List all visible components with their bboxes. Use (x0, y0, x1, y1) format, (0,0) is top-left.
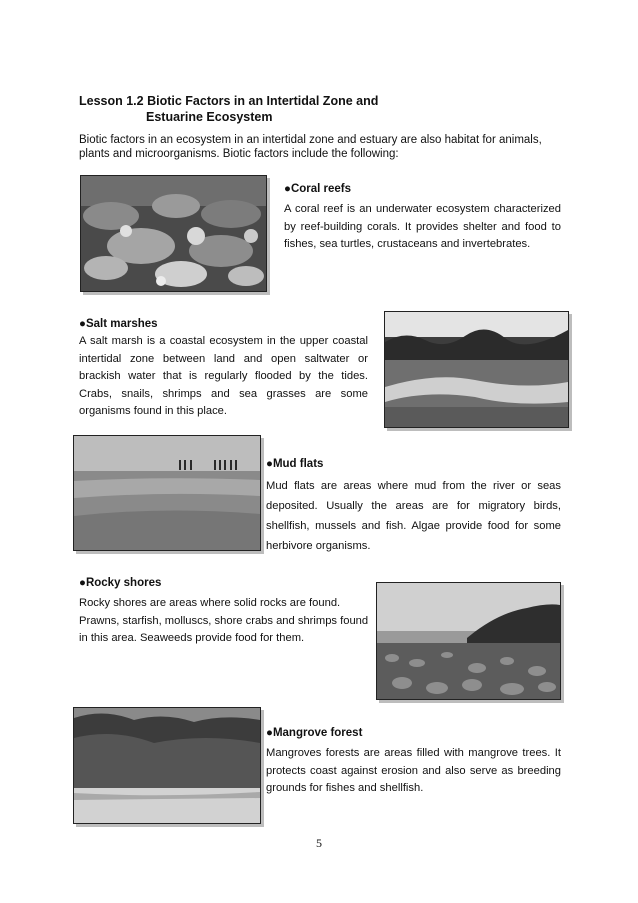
lesson-title-line2: Estuarine Ecosystem (146, 110, 273, 124)
mud-flats-photo (73, 435, 261, 551)
rocky-shores-photo (376, 582, 561, 700)
page-number: 5 (316, 836, 322, 850)
lesson-title-line1: Lesson 1.2 Biotic Factors in an Intertidal Zone and (79, 94, 379, 108)
salt-marshes-body: A salt marsh is a coastal ecosystem in the upper coastal intertidal zone between land and open saltwater or brackish water that is regularly flooded by the tides. Crabs, snails, shrimps and sea grasses are some organisms found in this place. (79, 335, 368, 417)
salt-marsh-photo (384, 311, 569, 428)
mud-flats-heading: ●Mud flats (266, 458, 324, 470)
salt-marshes-heading: ●Salt marshes (79, 318, 158, 330)
mud-flats-body: Mud flats are areas where mud from the river or seas deposited. Usually the areas are for migratory birds, shellfish, mussels and fish. Algae provide food for some herbivore organisms. (266, 480, 561, 552)
rocky-shores-heading: ●Rocky shores (79, 577, 162, 589)
intro-paragraph: Biotic factors in an ecosystem in an intertidal zone and estuary are also habitat for animals, plants and microorganisms. Biotic factors include the following: (79, 134, 542, 160)
coral-reefs-heading: ●Coral reefs (284, 183, 352, 195)
mangrove-forest-photo (73, 707, 261, 824)
coral-reef-photo (80, 175, 267, 292)
lesson-title (79, 93, 378, 125)
rocky-shores-body: Rocky shores are areas where solid rocks are found. Prawns, starfish, molluscs, shore crabs and shrimps found in this area. Seaweeds provide food for them. (79, 597, 369, 644)
mangrove-forest-heading: ●Mangrove forest (266, 727, 363, 739)
coral-reefs-body: A coral reef is an underwater ecosystem characterized by reef-building corals. It provides shelter and food to fishes, sea turtles, crustaceans and invertebrates. (284, 203, 561, 250)
mangrove-forest-body: Mangroves forests are areas filled with mangrove trees. It protects coast against erosion and also serve as breeding grounds for fishes and shellfish. (266, 747, 561, 794)
